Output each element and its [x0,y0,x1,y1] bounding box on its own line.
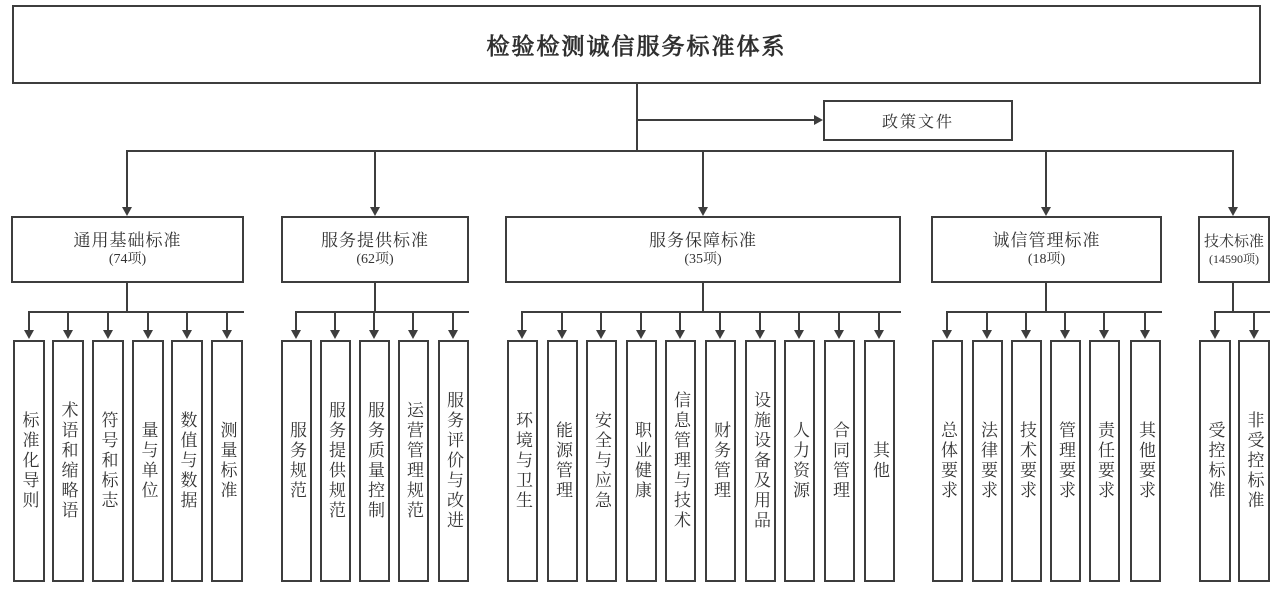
child-box [547,340,578,582]
group-box-service-provision [281,216,469,283]
group-label: 服务保障标准 [649,231,757,251]
connector-stub-vline [702,283,704,311]
child-box [1011,340,1042,582]
connector-drop-vline [878,311,880,330]
child-label: 财务管理 [711,421,730,501]
group-box-general-basic [11,216,244,283]
child-box [665,340,696,582]
group-count: (74项) [108,252,147,268]
child-box [586,340,617,582]
connector-sub-rail [28,311,244,313]
connector-drop-vline [561,311,563,330]
child-label: 服务评价与改进 [444,391,463,531]
connector-drop-vline [452,311,454,330]
arrow-down-icon [715,330,725,339]
connector-drop-vline [1045,150,1047,207]
arrow-down-icon [24,330,34,339]
connector-drop-vline [126,150,128,207]
group-count: (62项) [356,252,394,268]
child-label: 数值与数据 [177,411,197,511]
child-label: 其他要求 [1136,421,1155,501]
arrow-down-icon [63,330,73,339]
child-label: 符号和标志 [98,411,118,511]
connector-sub-rail [946,311,1162,313]
connector-drop-vline [412,311,414,330]
connector-drop-vline [798,311,800,330]
child-label: 能源管理 [553,421,572,501]
child-label: 人力资源 [790,421,809,501]
child-label: 测量标准 [217,421,237,501]
arrow-down-icon [675,330,685,339]
group-label: 技术标准 [1203,233,1264,250]
child-box [1089,340,1120,582]
group-count: (18项) [1027,252,1066,268]
child-label: 其他 [870,441,889,481]
connector-drop-vline [1025,311,1027,330]
child-label: 责任要求 [1095,421,1114,501]
connector-drop-vline [226,311,228,330]
connector-drop-vline [719,311,721,330]
group-count: (35项) [684,252,722,268]
child-box [1238,340,1270,582]
child-box [359,340,390,582]
arrow-down-icon [448,330,458,339]
arrow-down-icon [1249,330,1259,339]
group-box-service-guarantee [505,216,901,283]
group-label: 服务提供标准 [321,231,429,251]
connector-drop-vline [600,311,602,330]
policy-label: 政策文件 [881,114,954,131]
child-label: 设施设备及用品 [751,391,770,531]
child-label: 量与单位 [138,421,158,501]
child-label: 运营管理规范 [404,401,423,521]
child-label: 管理要求 [1056,421,1075,501]
arrow-down-icon [874,330,884,339]
child-label: 信息管理与技术 [671,391,690,531]
arrow-down-icon [1021,330,1031,339]
connector-drop-vline [640,311,642,330]
child-box [507,340,538,582]
child-label: 法律要求 [978,421,997,501]
arrow-right-icon [814,115,823,125]
arrow-down-icon [698,207,708,216]
connector-stub-vline [126,283,128,311]
group-box-technical [1198,216,1270,283]
child-box [745,340,776,582]
arrow-down-icon [1060,330,1070,339]
diagram-title: 检验检测诚信服务标准体系 [486,34,787,59]
child-box [705,340,736,582]
arrow-down-icon [942,330,952,339]
child-label: 术语和缩略语 [58,401,78,521]
policy-box [823,100,1013,141]
connector-drop-vline [759,311,761,330]
child-box [52,340,84,582]
arrow-down-icon [222,330,232,339]
arrow-down-icon [370,207,380,216]
child-label: 安全与应急 [592,411,611,511]
arrow-down-icon [636,330,646,339]
child-box [13,340,45,582]
child-box [784,340,815,582]
group-label: 诚信管理标准 [992,231,1101,251]
connector-main-rail [126,150,1234,152]
child-box [864,340,895,582]
arrow-down-icon [369,330,379,339]
arrow-down-icon [408,330,418,339]
connector-drop-vline [373,311,375,330]
arrow-down-icon [755,330,765,339]
arrow-down-icon [1210,330,1220,339]
connector-drop-vline [1064,311,1066,330]
connector-stub-vline [374,283,376,311]
child-label: 受控标准 [1205,421,1225,501]
child-box [1199,340,1231,582]
connector-sub-rail [521,311,901,313]
connector-drop-vline [186,311,188,330]
child-box [1050,340,1081,582]
arrow-down-icon [1099,330,1109,339]
arrow-down-icon [982,330,992,339]
root-box [12,5,1261,84]
child-label: 技术要求 [1017,421,1036,501]
arrow-down-icon [1140,330,1150,339]
arrow-down-icon [1041,207,1051,216]
child-label: 非受控标准 [1244,411,1264,511]
connector-drop-vline [838,311,840,330]
connector-drop-vline [28,311,30,330]
arrow-down-icon [557,330,567,339]
child-label: 环境与卫生 [513,411,532,511]
arrow-down-icon [1228,207,1238,216]
child-label: 服务提供规范 [326,401,345,521]
child-label: 标准化导则 [19,411,39,511]
connector-drop-vline [679,311,681,330]
child-box [92,340,124,582]
connector-sub-rail [295,311,469,313]
group-count: (14590项) [1209,252,1259,267]
connector-drop-vline [986,311,988,330]
connector-drop-vline [946,311,948,330]
connector-drop-vline [107,311,109,330]
arrow-down-icon [517,330,527,339]
connector-drop-vline [1144,311,1146,330]
connector-drop-vline [1253,311,1255,330]
connector-drop-vline [374,150,376,207]
child-label: 总体要求 [938,421,957,501]
child-box [972,340,1003,582]
connector-drop-vline [1214,311,1216,330]
child-box [281,340,312,582]
connector-drop-vline [1232,150,1234,207]
child-box [398,340,429,582]
child-box [1130,340,1161,582]
connector-policy-hline [637,119,814,121]
child-box [438,340,469,582]
group-label: 通用基础标准 [73,231,182,251]
arrow-down-icon [330,330,340,339]
connector-trunk-vline [636,84,638,150]
arrow-down-icon [291,330,301,339]
arrow-down-icon [834,330,844,339]
connector-stub-vline [1232,283,1234,311]
child-box [171,340,203,582]
child-box [132,340,164,582]
child-label: 职业健康 [632,421,651,501]
connector-sub-rail [1214,311,1270,313]
arrow-down-icon [794,330,804,339]
arrow-down-icon [122,207,132,216]
child-box [211,340,243,582]
connector-drop-vline [1103,311,1105,330]
group-box-integrity-management [931,216,1162,283]
child-label: 服务规范 [287,421,306,501]
connector-drop-vline [334,311,336,330]
child-label: 服务质量控制 [365,401,384,521]
connector-stub-vline [1045,283,1047,311]
child-label: 合同管理 [830,421,849,501]
child-box [932,340,963,582]
connector-drop-vline [702,150,704,207]
connector-drop-vline [147,311,149,330]
child-box [320,340,351,582]
child-box [824,340,855,582]
connector-drop-vline [295,311,297,330]
connector-drop-vline [521,311,523,330]
arrow-down-icon [596,330,606,339]
arrow-down-icon [143,330,153,339]
arrow-down-icon [103,330,113,339]
arrow-down-icon [182,330,192,339]
child-box [626,340,657,582]
connector-drop-vline [67,311,69,330]
